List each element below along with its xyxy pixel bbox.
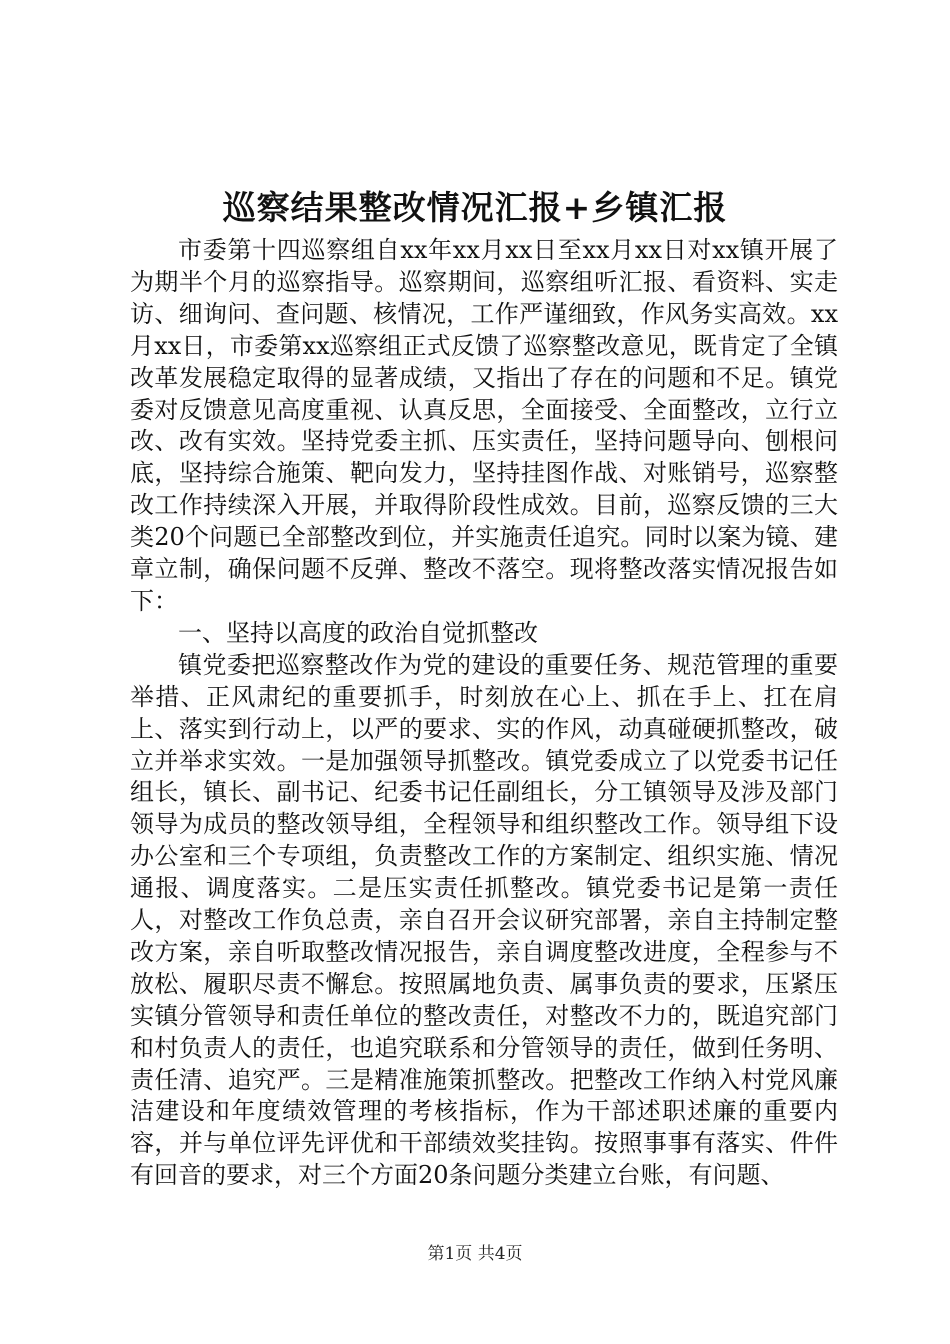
- page-title: 巡察结果整改情况汇报+乡镇汇报: [222, 188, 728, 227]
- section-paragraph: 镇党委把巡察整改作为党的建设的重要任务、规范管理的重要举措、正风肃纪的重要抓手，时刻放在心上、抓在手上、扛在肩上、落实到行动上，以严的要求、实的作风，动真碰硬抓整改，破立并举求实效。一是加强领导抓整改。镇党委成立了以党委书记任组长，镇长、副书记、纪委书记任副组长，分工镇领导及涉及部门领导为成员的整改领导组，全程领导和组织整改工作。领导组下设办公室和三个专项组，负责整改工作的方案制定、组织实施、情况通报、调度落实。二是压实责任抓整改。镇党委书记是第一责任人，对整改工作负总责，亲自召开会议研究部署，亲自主持制定整改方案，亲自听取整改情况报告，亲自调度整改进度，全程参与不放松、履职尽责不懈怠。按照属地负责、属事负责的要求，压紧压实镇分管领导和责任单位的整改责任，对整改不力的，既追究部门和村负责人的责任，也追究联系和分管领导的责任，做到任务明、责任清、追究严。三是精准施策抓整改。把整改工作纳入村党风廉洁建设和年度绩效管理的考核指标，作为干部述职述廉的重要内容，并与单位评先评优和干部绩效奖挂钩。按照事事有落实、件件有回音的要求，对三个方面20条问题分类建立台账，有问题、: [130, 650, 838, 1190]
- page-number-footer: 第1页 共4页: [427, 1244, 523, 1264]
- intro-paragraph: 市委第十四巡察组自xx年xx月xx日至xx月xx日对xx镇开展了为期半个月的巡察指导。巡察期间，巡察组听汇报、看资料、实走访、细询问、查问题、核情况，工作严谨细致，作风务实高效。xx月xx日，市委第xx巡察组正式反馈了巡察整改意见，既肯定了全镇改革发展稳定取得的显著成绩，又指出了存在的问题和不足。镇党委对反馈意见高度重视、认真反思，全面接受、全面整改，立行立改、改有实效。坚持党委主抓、压实责任，坚持问题导向、刨根问底，坚持综合施策、靶向发力，坚持挂图作战、对账销号，巡察整改工作持续深入开展，并取得阶段性成效。目前，巡察反馈的三大类20个问题已全部整改到位，并实施责任追究。同时以案为镜、建章立制，确保问题不反弹、整改不落空。现将整改落实情况报告如下：: [130, 236, 838, 615]
- document-body: [130, 235, 838, 1192]
- section-heading: 一、坚持以高度的政治自觉抓整改: [178, 618, 538, 647]
